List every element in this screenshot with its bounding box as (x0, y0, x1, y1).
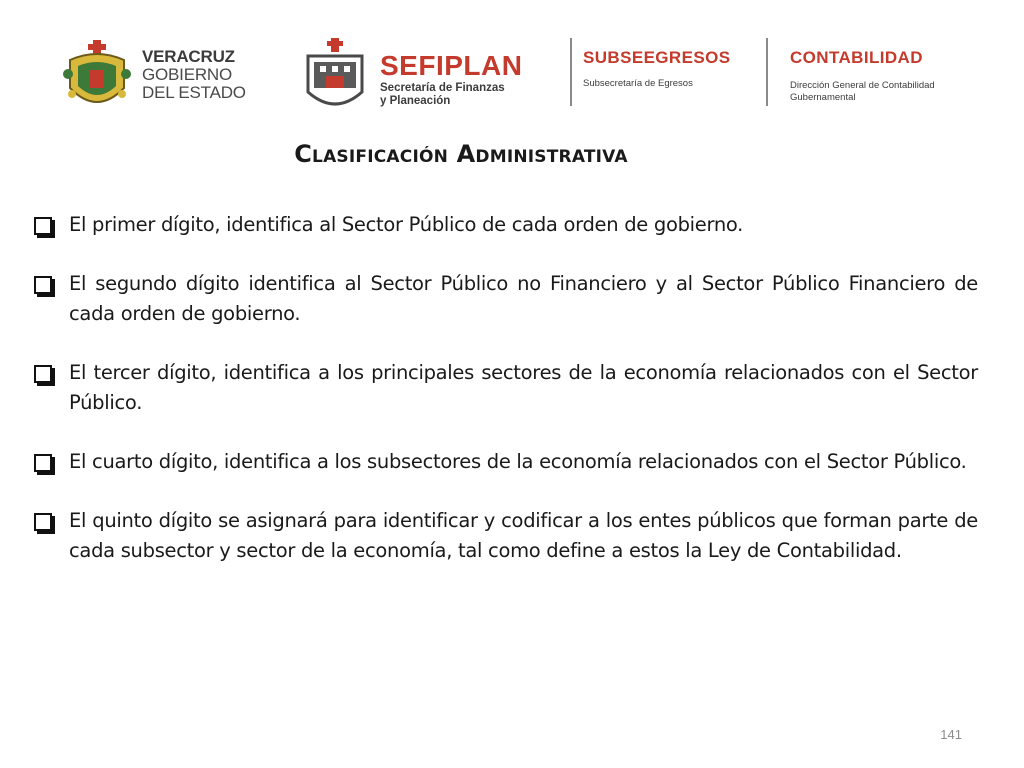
header-divider (570, 38, 572, 106)
checkbox-square-icon (34, 276, 52, 294)
checkbox-square-icon (34, 454, 52, 472)
page-number: 141 (940, 727, 962, 742)
subsegresos-subtitle: Subsecretaría de Egresos (583, 78, 693, 89)
bullet-text: El cuarto dígito, identifica a los subsectores de la economía relacionados con el Sector Público. (69, 450, 967, 473)
sefiplan-sub-line1: Secretaría de Finanzas (380, 82, 505, 94)
contabilidad-sub-line2: Gubernamental (790, 92, 856, 103)
subsegresos-title: SUBSEEGRESOS (583, 48, 731, 67)
header-logos (0, 0, 1024, 125)
checkbox-square-icon (34, 365, 52, 383)
sefiplan-logo (296, 36, 556, 118)
sefiplan-name: SEFIPLAN (380, 50, 523, 81)
checkbox-square-icon (34, 513, 52, 531)
header-divider (766, 38, 768, 106)
veracruz-coat-of-arms-icon (62, 38, 132, 116)
bullet-item (34, 269, 978, 329)
contabilidad-title: CONTABILIDAD (790, 48, 923, 67)
slide-title: Clasificación Administrativa (294, 140, 628, 168)
bullet-text: El segundo dígito identifica al Sector Público no Financiero y al Sector Público Financiero de cada orden de gobierno. (69, 272, 978, 325)
sefiplan-emblem-icon (300, 36, 370, 116)
bullet-text: El tercer dígito, identifica a los principales sectores de la economía relacionados con el Sector Público. (69, 361, 978, 414)
bullet-text: El primer dígito, identifica al Sector Público de cada orden de gobierno. (69, 213, 744, 236)
veracruz-line1: VERACRUZ (142, 47, 235, 66)
contabilidad-subtitle (790, 80, 935, 104)
bullet-item (34, 506, 978, 566)
bullet-list (34, 210, 978, 595)
sefiplan-sub-line2: y Planeación (380, 95, 451, 107)
contabilidad-sub-line1: Dirección General de Contabilidad (790, 80, 935, 91)
veracruz-logo (62, 38, 252, 116)
checkbox-square-icon (34, 217, 52, 235)
veracruz-line2: GOBIERNO (142, 65, 233, 84)
bullet-item (34, 210, 978, 240)
bullet-text: El quinto dígito se asignará para identificar y codificar a los entes públicos que forman parte de cada subsector y sector de la economía, tal como define a estos la Ley de Contabilidad. (69, 509, 978, 562)
sefiplan-subtitle (380, 82, 505, 108)
veracruz-line3: DEL ESTADO (142, 83, 246, 102)
bullet-item (34, 358, 978, 418)
bullet-item (34, 447, 978, 477)
veracruz-wordmark (142, 48, 246, 102)
